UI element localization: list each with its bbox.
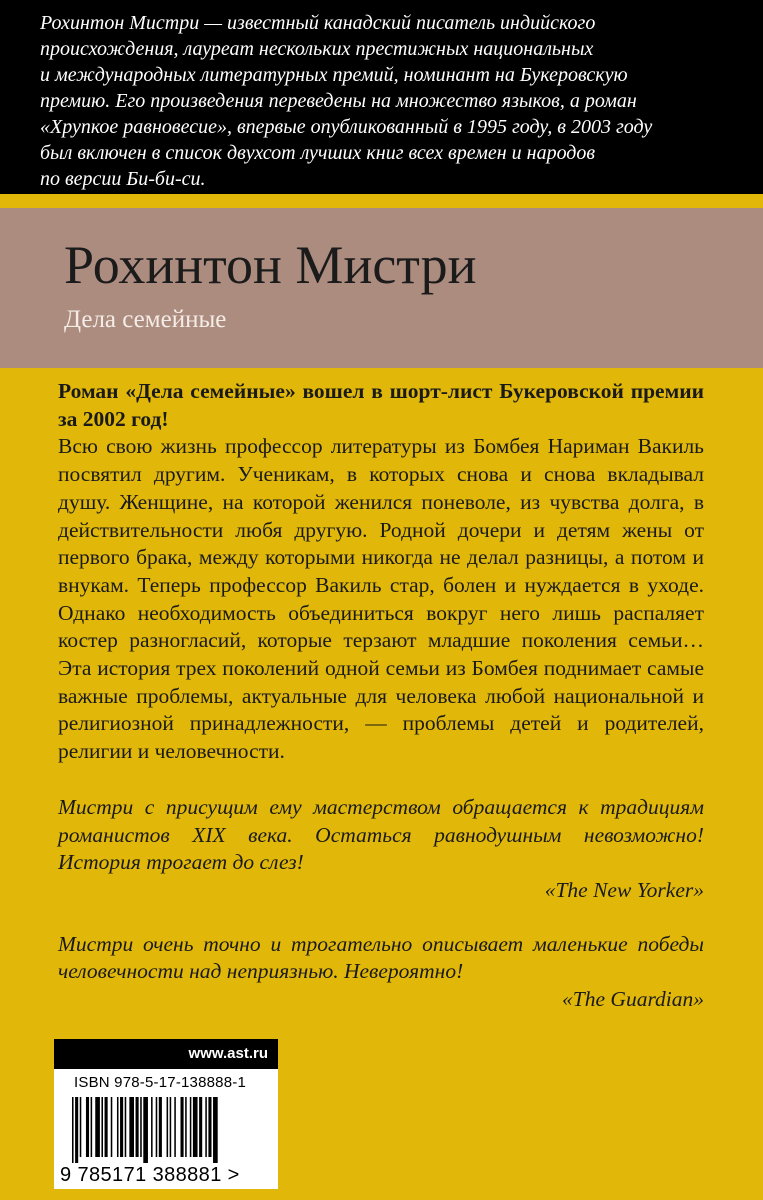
barcode-bar — [185, 1097, 187, 1157]
barcode-bar — [167, 1097, 169, 1157]
barcode-bar — [151, 1097, 153, 1157]
author-bio-panel — [0, 0, 763, 194]
quote-text: Мистри с присущим ему мастерством обращается к традициям романистов XIX века. Остаться равнодушным невозможно! История трогает до слез! — [58, 794, 704, 875]
barcode-digits: 9 785171 388881 > — [60, 1164, 240, 1186]
barcode-bar — [193, 1097, 198, 1157]
bio-line: «Хрупкое равновесие», впервые опубликованный в 1995 году, в 2003 году — [40, 116, 653, 138]
barcode-bar — [80, 1097, 82, 1157]
bio-line: премию. Его произведения переведены на множество языков, а роман — [40, 90, 637, 112]
bio-line: происхождения, лауреат нескольких престижных национальных — [40, 38, 594, 60]
quote-text: Мистри очень точно и трогательно описывает маленькие победы человечности над неприязнью. Невероятно! — [58, 931, 704, 984]
bio-line: и международных литературных премий, номинант на Букеровскую — [40, 64, 628, 86]
barcode-bar — [72, 1097, 74, 1163]
annotation — [58, 378, 704, 1014]
barcode-bar — [101, 1097, 103, 1157]
author-bio — [40, 10, 720, 192]
barcode-bar — [174, 1097, 176, 1157]
quote-source: «The Guardian» — [562, 987, 704, 1012]
barcode-bar — [170, 1097, 172, 1157]
barcode-bar — [140, 1097, 142, 1157]
barcode-bar — [125, 1097, 127, 1157]
barcode-bar — [117, 1097, 119, 1157]
barcode-bar — [136, 1097, 139, 1157]
barcode-bar — [190, 1097, 192, 1157]
bio-line: Рохинтон Мистри — известный канадский писатель индийского — [40, 12, 596, 34]
author-name: Рохинтон Мистри — [64, 235, 477, 295]
book-description: Всю свою жизнь профессор литературы из Бомбея Нариман Вакиль посвятил другим. Ученикам, в которых снова и снова вкладывал душу. Женщине, на которой женился поневоле, из чувства долга, в действительности любя другую. Родной дочери и детям жены от первого брака, между которыми никогда не делал разницы, а потом и внукам. Теперь профессор Вакиль стар, болен и нуждается в уходе. Однако необходимость объединиться вокруг него лишь распаляет костер разногласий, которые терзают младшие поколения семьи… Эта история трех поколений одной семьи из Бомбея поднимает самые важные проблемы, актуальные для человека любой национальной и религиозной принадлежности, — проблемы детей и родителей, религии и человечности. — [58, 434, 704, 764]
barcode-bar — [86, 1097, 89, 1157]
barcode-bar — [156, 1097, 158, 1157]
barcode-bar — [75, 1097, 78, 1163]
barcode-bar — [95, 1097, 100, 1157]
book-title: Дела семейные — [64, 306, 227, 333]
review-quote — [58, 794, 704, 905]
barcode-bar — [213, 1097, 218, 1163]
barcode-bar — [208, 1097, 211, 1157]
bio-line: по версии Би-би-си. — [40, 168, 206, 190]
barcode-bar — [91, 1097, 93, 1157]
barcode-bar — [111, 1097, 113, 1157]
barcode-bar — [181, 1097, 184, 1157]
publisher-website: www.ast.ru — [54, 1039, 278, 1069]
bio-line: был включен в список двухсот лучших книг всех времен и народов — [40, 142, 596, 164]
review-quote — [58, 931, 704, 1014]
barcode-bar — [129, 1097, 134, 1157]
isbn-label: ISBN 978-5-17-138888-1 — [74, 1074, 247, 1091]
barcode-bar — [159, 1097, 162, 1157]
barcode-bar — [199, 1097, 202, 1157]
barcode-bar — [120, 1097, 123, 1157]
barcode-bar — [205, 1097, 207, 1157]
shortlist-lead: Роман «Дела семейные» вошел в шорт-лист Букеровской премии за 2002 год! — [58, 379, 704, 431]
barcode-block — [54, 1039, 278, 1189]
barcode-bar — [105, 1097, 108, 1157]
barcode-bars — [72, 1097, 264, 1163]
barcode-bar — [143, 1097, 148, 1163]
quote-source: «The New Yorker» — [544, 877, 704, 902]
